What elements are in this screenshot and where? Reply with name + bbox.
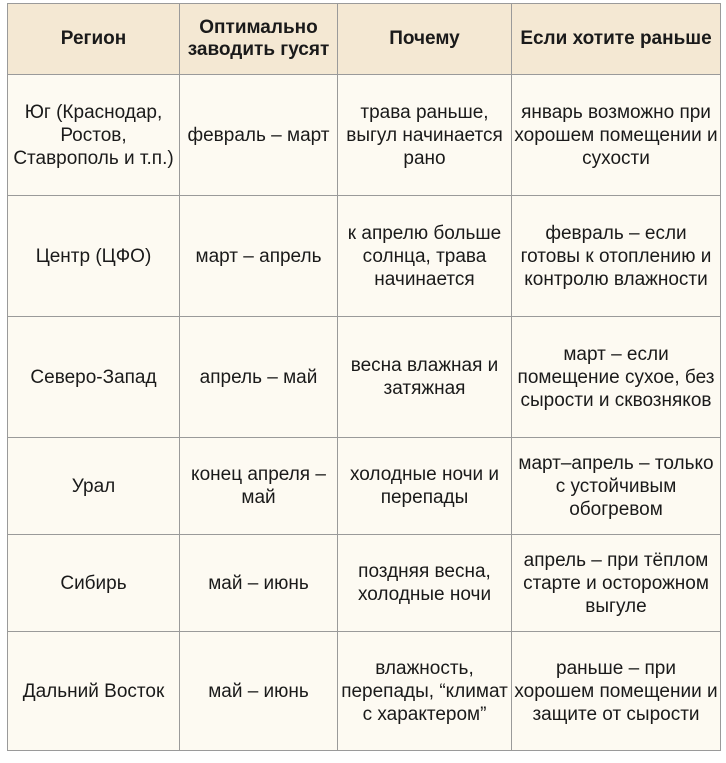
table-row (8, 317, 721, 438)
header-optimal-time: Оптимально заводить гусят (180, 4, 338, 75)
table-row (8, 438, 721, 535)
cell-why: поздняя весна, холодные ночи (338, 535, 512, 632)
cell-why: трава раньше, выгул начинается рано (338, 75, 512, 196)
header-region: Регион (8, 4, 180, 75)
cell-why: весна влажная и затяжная (338, 317, 512, 438)
cell-region: Юг (Краснодар, Ростов, Ставрополь и т.п.) (8, 75, 180, 196)
goslings-region-table (7, 3, 721, 751)
cell-if-earlier: раньше – при хорошем помещении и защите от сырости (512, 632, 721, 751)
cell-region: Центр (ЦФО) (8, 196, 180, 317)
table-row (8, 75, 721, 196)
cell-if-earlier: март – если помещение сухое, без сырости и сквозняков (512, 317, 721, 438)
goslings-table-wrapper (7, 3, 721, 751)
cell-if-earlier: март–апрель – только с устойчивым обогревом (512, 438, 721, 535)
table-row (8, 632, 721, 751)
cell-why: к апрелю больше солнца, трава начинается (338, 196, 512, 317)
cell-if-earlier: январь возможно при хорошем помещении и сухости (512, 75, 721, 196)
cell-if-earlier: февраль – если готовы к отоплению и контролю влажности (512, 196, 721, 317)
cell-region: Северо-Запад (8, 317, 180, 438)
table-row (8, 196, 721, 317)
table-row (8, 535, 721, 632)
cell-optimal-time: февраль – март (180, 75, 338, 196)
cell-why: холодные ночи и перепады (338, 438, 512, 535)
cell-optimal-time: апрель – май (180, 317, 338, 438)
cell-why: влажность, перепады, “климат с характером” (338, 632, 512, 751)
cell-optimal-time: конец апреля – май (180, 438, 338, 535)
cell-optimal-time: май – июнь (180, 535, 338, 632)
cell-optimal-time: май – июнь (180, 632, 338, 751)
cell-optimal-time: март – апрель (180, 196, 338, 317)
table-header-row (8, 4, 721, 75)
cell-region: Урал (8, 438, 180, 535)
header-why: Почему (338, 4, 512, 75)
header-if-earlier: Если хотите раньше (512, 4, 721, 75)
cell-region: Сибирь (8, 535, 180, 632)
cell-if-earlier: апрель – при тёплом старте и осторожном выгуле (512, 535, 721, 632)
cell-region: Дальний Восток (8, 632, 180, 751)
